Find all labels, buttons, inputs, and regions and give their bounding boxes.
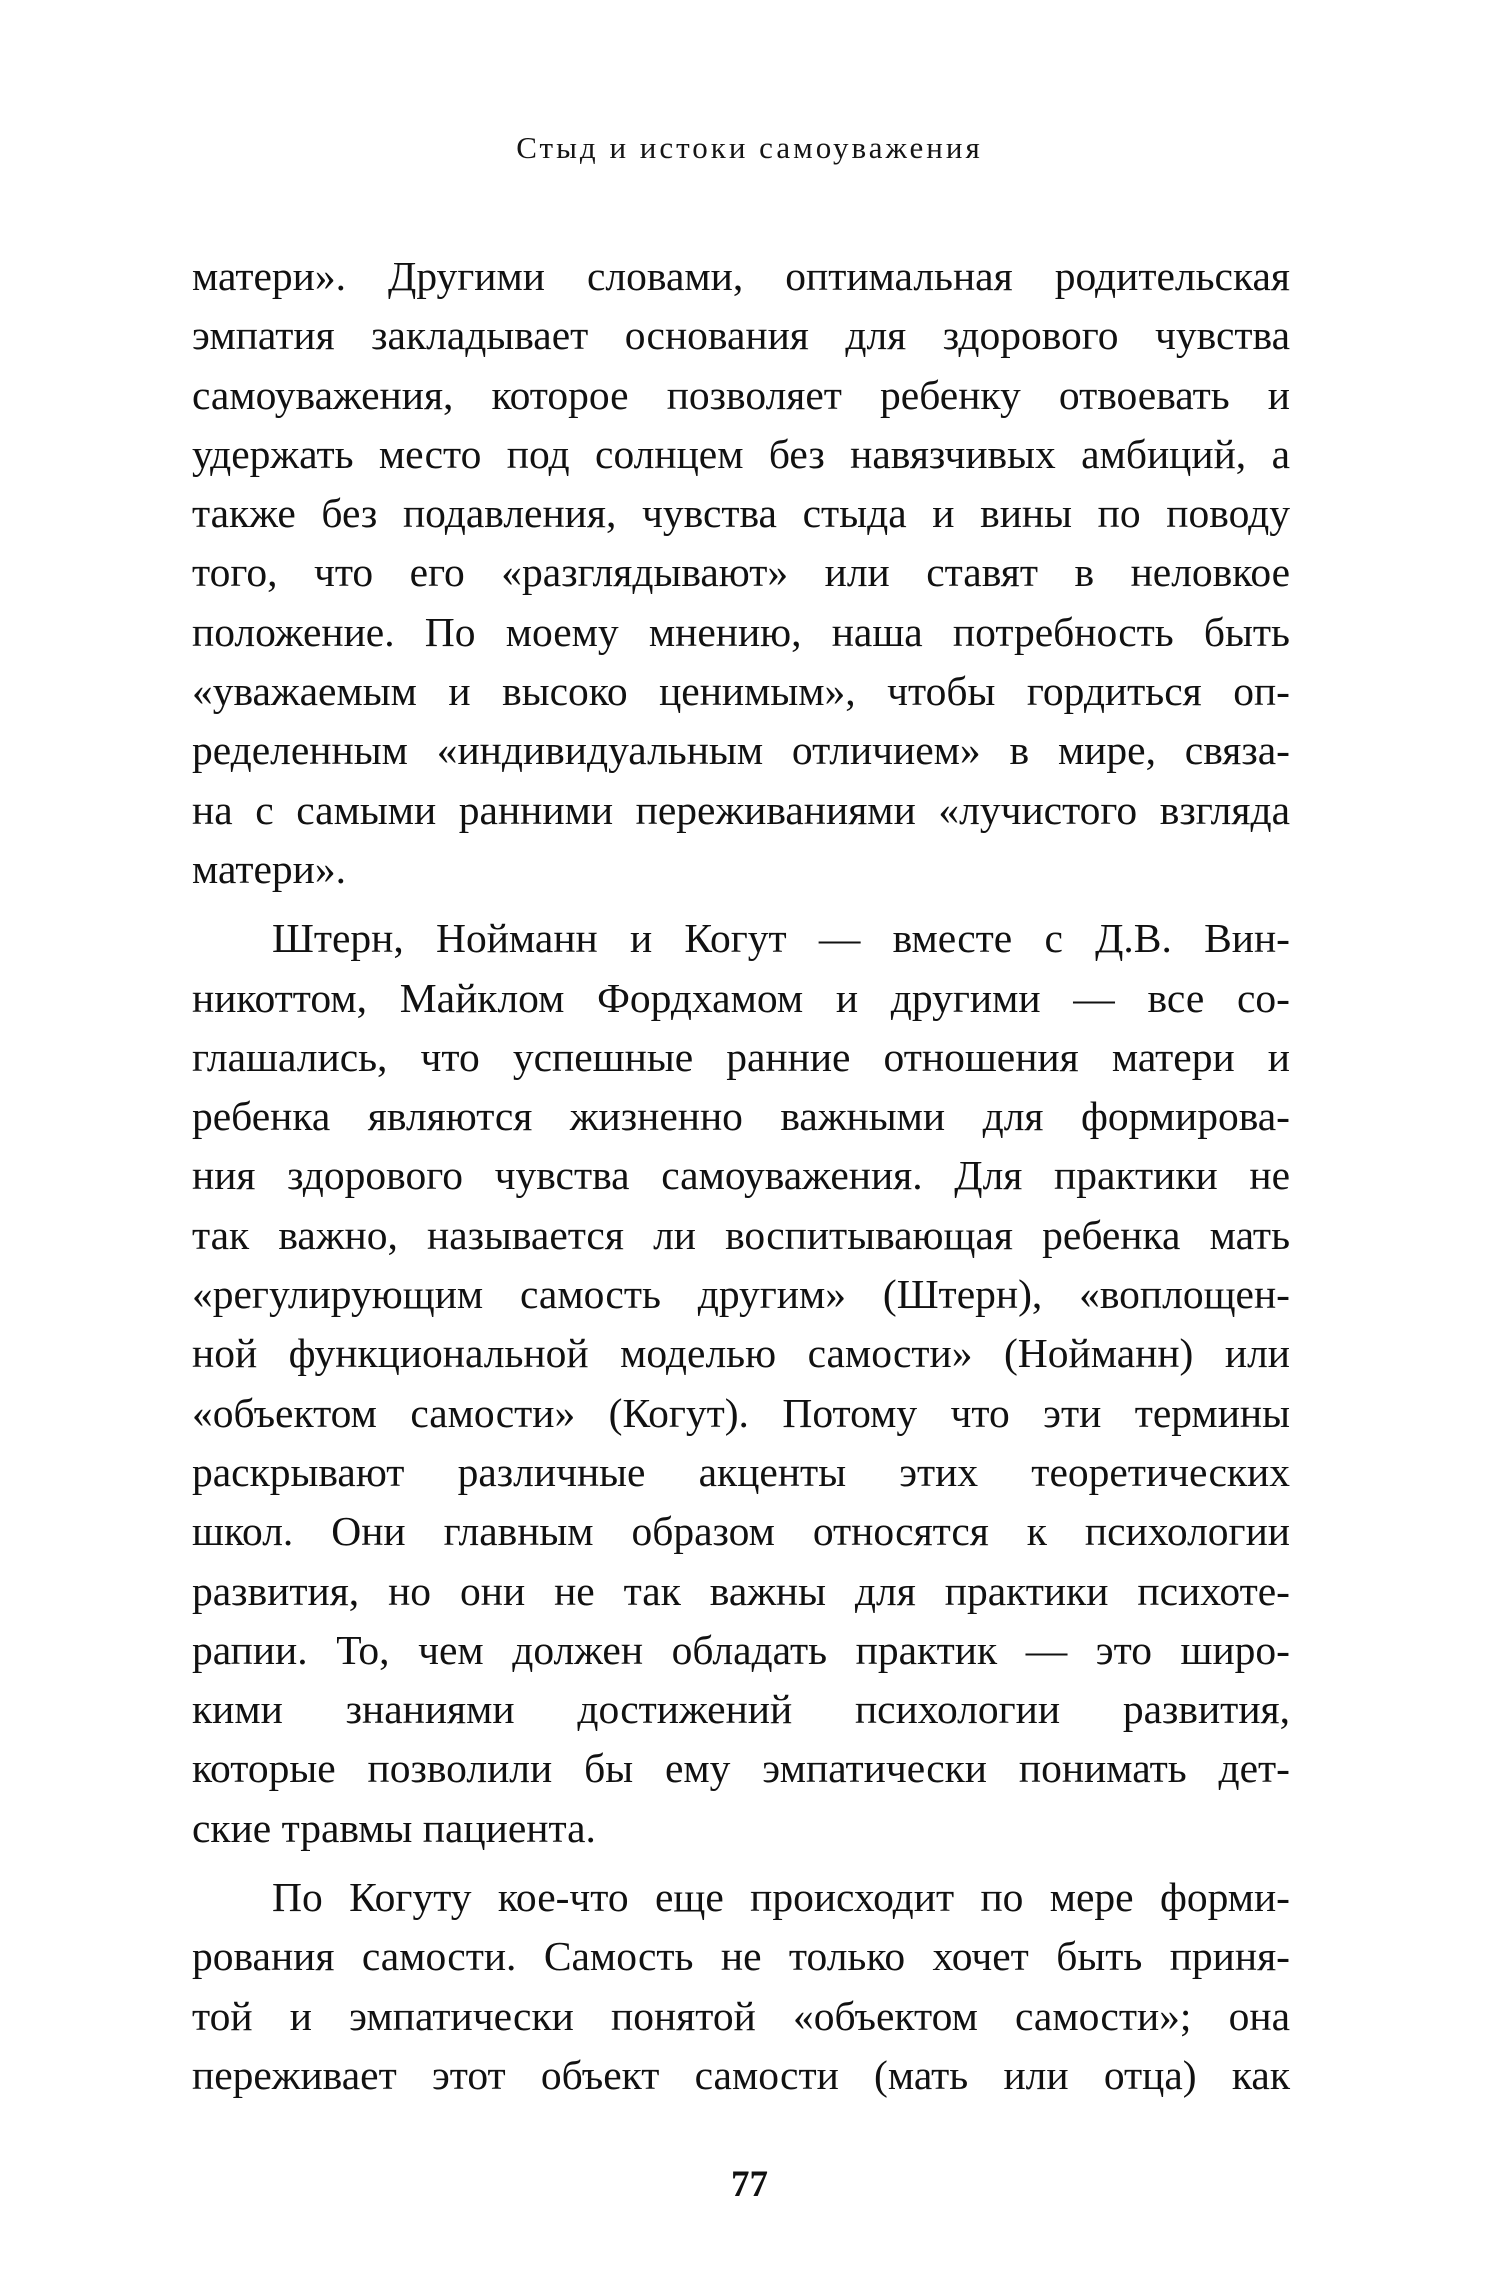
text-line: ной функциональной моделью самости» (Нойманн) или (192, 1330, 1290, 1377)
paragraph-3 (192, 1868, 1290, 2105)
text-line: «объектом самости» (Когут). Потому что эти термины (192, 1389, 1290, 1436)
text-line: того, что его «разглядывают» или ставят в неловкое (192, 549, 1290, 596)
text-line: ребенка являются жизненно важными для формирова- (192, 1093, 1290, 1140)
text-line: глашались, что успешные ранние отношения матери и (192, 1033, 1290, 1080)
text-line: рования самости. Самость не только хочет быть приня- (192, 1933, 1290, 1980)
text-line: Штерн, Нойманн и Когут — вместе с Д.В. Вин- (272, 915, 1290, 962)
text-line: матери». Другими словами, оптимальная родительская (192, 253, 1290, 299)
text-line: также без подавления, чувства стыда и вины по поводу (192, 490, 1290, 537)
text-line: матери». (192, 845, 346, 892)
text-line: самоуважения, которое позволяет ребенку отвоевать и (192, 371, 1290, 418)
text-line: эмпатия закладывает основания для здорового чувства (192, 312, 1290, 359)
running-head: Стыд и истоки самоуважения (516, 130, 983, 165)
text-line: развития, но они не так важны для практики психоте- (192, 1567, 1290, 1614)
text-line: рапии. То, чем должен обладать практик — это широ- (192, 1626, 1290, 1673)
text-line: ния здорового чувства самоуважения. Для практики не (192, 1152, 1290, 1199)
text-line: удержать место под солнцем без навязчивых амбиций, а (192, 430, 1290, 477)
text-line: ределенным «индивидуальным отличием» в мире, связа- (192, 727, 1290, 774)
text-line: той и эмпатически понятой «объектом самости»; она (192, 1992, 1290, 2039)
text-line: которые позволили бы ему эмпатически понимать дет- (192, 1745, 1290, 1792)
text-line: раскрывают различные акценты этих теоретических (192, 1448, 1290, 1495)
paragraph-1 (192, 247, 1290, 899)
text-line: «регулирующим самость другим» (Штерн), «воплощен- (192, 1271, 1290, 1318)
text-line: ские травмы пациента. (192, 1804, 596, 1851)
text-line: «уважаемым и высоко ценимым», чтобы гордиться оп- (192, 668, 1290, 715)
text-line: переживает этот объект самости (мать или отца) как (192, 2051, 1290, 2098)
body-text (192, 247, 1290, 2105)
text-line: кими знаниями достижений психологии развития, (192, 1686, 1290, 1733)
page-number: 77 (731, 2164, 768, 2205)
paragraph-2 (192, 909, 1290, 1858)
text-line: По Когуту кое-что еще происходит по мере форми- (272, 1874, 1290, 1921)
text-line: никоттом, Майклом Фордхамом и другими — все со- (192, 974, 1290, 1021)
text-line: на с самыми ранними переживаниями «лучистого взгляда (192, 786, 1290, 833)
text-line: школ. Они главным образом относятся к психологии (192, 1508, 1290, 1555)
text-line: так важно, называется ли воспитывающая ребенка мать (192, 1211, 1290, 1258)
text-line: положение. По моему мнению, наша потребность быть (192, 608, 1290, 655)
